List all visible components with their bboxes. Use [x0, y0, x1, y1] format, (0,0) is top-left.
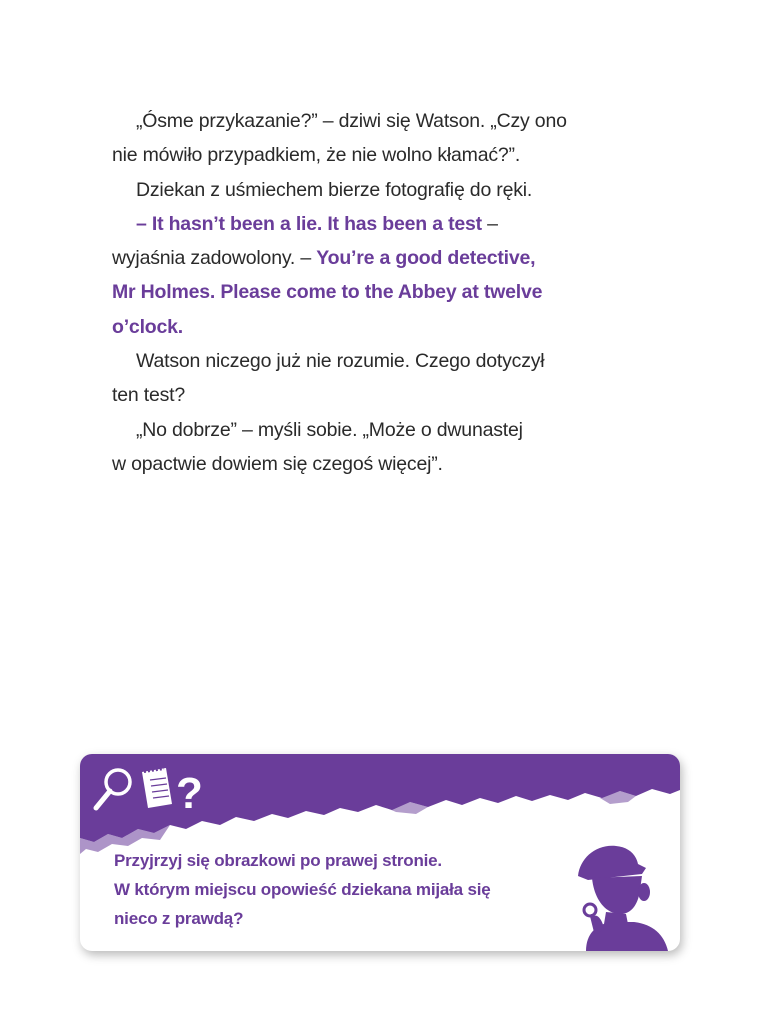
story-line: wyjaśnia zadowolony. – You’re a good detective, [112, 247, 536, 270]
task-icons [90, 762, 210, 822]
story-line: – It hasn’t been a lie. It has been a test – [136, 212, 498, 235]
task-box [80, 754, 680, 951]
english-dialogue: o’clock. [112, 315, 184, 338]
magnifying-glass-icon [96, 770, 130, 808]
task-line: W którym miejscu opowieść dziekana mijała się [114, 880, 491, 899]
task-question [114, 846, 490, 933]
notepad-icon [142, 768, 172, 808]
story-line: ten test? [112, 384, 186, 407]
story-line: nie mówiło przypadkiem, że nie wolno kłamać?”. [112, 144, 521, 167]
task-line: Przyjrzyj się obrazkowi po prawej stronie. [114, 851, 442, 870]
story-line: w opactwie dowiem się czegoś więcej”. [112, 452, 443, 475]
story-line: Dziekan z uśmiechem bierze fotografię do ręki. [136, 178, 533, 201]
story-line: „No dobrze” – myśli sobie. „Może o dwunastej [136, 418, 523, 441]
english-dialogue: You’re a good detective, [316, 247, 536, 270]
task-line: nieco z prawdą? [114, 909, 244, 928]
question-mark-icon: ? [176, 769, 203, 818]
english-dialogue: – It hasn’t been a lie. It has been a test [136, 212, 482, 235]
story-line [112, 310, 632, 344]
story-text [112, 104, 632, 481]
story-line: „Ósme przykazanie?” – dziwi się Watson. „Czy ono [136, 110, 567, 132]
detective-silhouette-icon [568, 836, 680, 951]
english-dialogue: Mr Holmes. Please come to the Abbey at twelve [112, 281, 543, 304]
story-line: Watson niczego już nie rozumie. Czego dotyczył [136, 350, 545, 373]
story-line [112, 275, 632, 309]
